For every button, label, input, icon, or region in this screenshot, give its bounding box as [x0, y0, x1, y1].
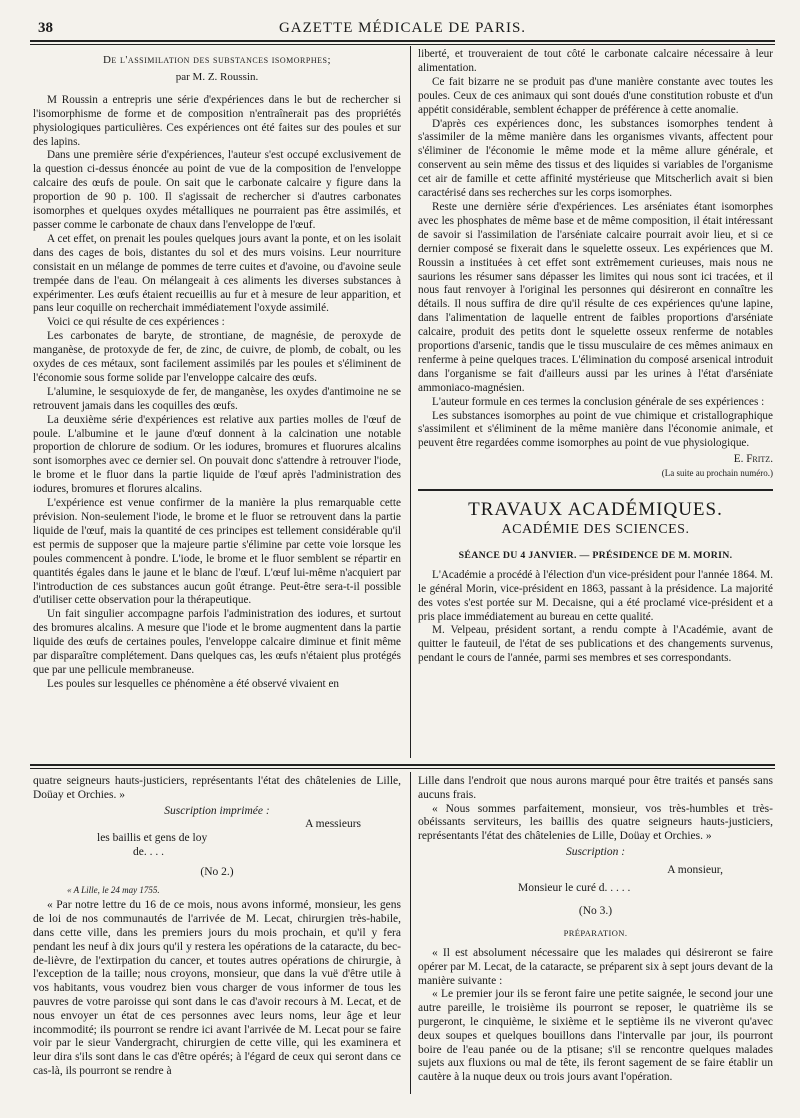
paragraph: L'auteur formule en ces termes la conclusion générale de ses expériences : [432, 395, 765, 408]
addressee-line: Monsieur le curé d. . . . . [518, 881, 631, 894]
section-separator [30, 764, 775, 766]
addressee-line: les baillis et gens de loy [97, 832, 208, 845]
header-rule [30, 40, 775, 42]
seance-heading: SÉANCE DU 4 JANVIER. — PRÉSIDENCE DE M. MORIN. [458, 549, 733, 561]
right-article [418, 48, 773, 666]
paragraph: Dans une première série d'expériences, l'auteur s'est occupé exclusivement de la question ci-dessus énoncée au point de vue de la composition de l'enveloppe calcaire des œufs de poule. On sait que le carbonate calcaire y figure dans la proportion de 90 p. 100. Il s'agissait de rechercher si d'autres carbonates isomorphes et quelques oxydes métalliques ne pourraient pas être assimilés, et passer comme le carbonate de chaux dans l'enveloppe de l'œuf. [33, 149, 401, 231]
section-subtitle: ACADÉMIE DES SCIENCES. [501, 522, 690, 537]
paragraph: Ce fait bizarre ne se produit pas d'une manière constante avec toutes les poules. Ceux de ces animaux qui sont doués d'une constitution robuste et d'un appétit considérable, semblent échapper de préférence à cette anomalie. [418, 75, 773, 116]
suscription-label: Suscription imprimée : [164, 804, 270, 817]
paragraph: Les poules sur lesquelles ce phénomène a été observé vivaient en [47, 677, 340, 690]
continuation-note: (La suite au prochain numéro.) [661, 468, 773, 479]
section-title: TRAVAUX ACADÉMIQUES. [468, 499, 723, 521]
article-author: par M. Z. Roussin. [175, 70, 259, 83]
paragraph: La deuxième série d'expériences est relative aux parties molles de l'œuf de poule. L'albumine et le jaune d'œuf donnent à la calcination une notable proportion de chlorure de sodium. Or les iodures, bromures et fluorures alcalins sont isomorphes avec ce dernier sel. On pouvait donc s'attendre à retrouver l'iode, le brome et le fluor dans la partie liquide de l'œuf après l'administration des iodures, bromures et florures alcalins. [33, 413, 401, 496]
bottom-left-text [33, 775, 401, 1079]
page-number: 38 [38, 20, 53, 36]
addressee: A messieurs [305, 818, 361, 831]
section-rule [418, 489, 773, 491]
header-rule-thin [30, 44, 775, 45]
bottom-right-text [418, 775, 773, 1085]
paragraph: M. Velpeau, président sortant, a rendu compte à l'Académie, avant de quitter le fauteuil, de l'état de ses publications et des changements survenus, pendant le cours de l'année, parmi ses membres et ses correspondants. [418, 624, 773, 665]
text-line: quatre seigneurs hauts-justiciers, représentants l'état des châtelenies de Lille, Doüay et Orchies. » [33, 775, 401, 801]
suscription-label: Suscription : [565, 845, 626, 858]
text-line: « Nous sommes parfaitement, monsieur, vos très-humbles et très-obéissants serviteurs, les baillis des quatre seigneurs hauts-justiciers, représentants l'état des châtelenies de Lille, Doüay et Orchies. » [418, 802, 773, 843]
paragraph: liberté, et trouveraient de tout côté le carbonate calcaire nécessaire à leur alimentation. [418, 48, 773, 74]
paragraph: M Roussin a entrepris une série d'expériences dans le but de rechercher si l'isomorphisme de forme et de composition n'entraînerait pas des propriétés physiologiques particulières. Ces expériences ont été faites sur des poules et sur des lapins. [33, 93, 401, 148]
journal-title: GAZETTE MÉDICALE DE PARIS. [278, 20, 527, 36]
paragraph: Les carbonates de baryte, de strontiane, de magnésie, de peroxyde de manganèse, de protoxyde de fer, de zinc, de cuivre, de plomb, de cobalt, ou les oxydes de ces métaux, sont facilement assimilés par les poules et s'éliminent de l'économie sous forme solide par l'enveloppe calcaire des œufs. [33, 330, 401, 384]
document-number: (No 3.) [578, 905, 613, 918]
paragraph: L'Académie a procédé à l'élection d'un vice-président pour l'année 1864. M. le général Morin, vice-président en 1863, passant à la présidence. La majorité des votes s'est portée sur M. Decaisne, qui a été proclamé vice-président et a pris place immédiatement au bureau en cette qualité. [418, 568, 773, 623]
paragraph: D'après ces expériences donc, les substances isomorphes tendent à s'assimiler de la même manière dans les organismes vivants, affectent pour s'éliminer de l'économie le même mode et la même allure générale, et conservent au sein même des tissus et des liquides si variables de l'organisme cet air de famille et cette affinité mystérieuse que Mitscherlich avait si bien caractérisé dans ses recherches sur les corps isomorphes. [418, 117, 773, 200]
paragraph: Reste une dernière série d'expériences. Les arséniates étant isomorphes avec les phosphates de même base et de même composition, il était intéressant de savoir si l'assimilation de l'arséniate calcaire pourrait avoir lieu, et si ce dernier composé se fixerait dans le squelette osseux. Les expériences que M. Roussin a instituées à cet effet sont extrêmement curieuses, mais nous ne saurions les résumer sans dépasser les limites qui nous sont ici tracées, et il nous faut renvoyer à l'original les personnes qui désireront en connaître les détails. Il nous suffira de dire qu'il résulte de ces expériences qu'une lapine, dans l'alimentation de laquelle entrent de faibles proportions d'arséniate calcaire, produit des petits dont le squelette osseux renferme de notables proportions d'arsenic, tandis que le tissu musculaire de ces mêmes animaux en renferme à peine quelques traces. L'élimination du composé arsenical introduit dans l'organisme se fait d'ailleurs aussi par les urines à l'état d'arséniate ammoniaco-magnésien. [418, 200, 773, 394]
article-title: De l'assimilation des substances isomorphes; [102, 54, 332, 66]
paragraph: Voici ce qui résulte de ces expériences : [47, 316, 225, 329]
text-line: Lille dans l'endroit que nous aurons marqué pour être traités et pansés sans aucuns frais. [418, 775, 773, 801]
column-divider-bottom [410, 772, 411, 1094]
place-date: « A Lille, le 24 may 1755. [67, 884, 160, 895]
page-header [30, 14, 775, 40]
left-article [33, 54, 401, 692]
document-number: (No 2.) [200, 865, 234, 878]
letter-text: « Par notre lettre du 16 de ce mois, nous avons informé, monsieur, les gens de loi de nos communautés de l'arrivée de M. Lecat, chirurgien très-habile, dans cette ville, dans les premiers jours du mois prochain, et qu'il y fera pendant les neuf à dix jours qu'il y restera les opérations de la cataracte, du bec-de-lièvre, de l'extirpation du cancer, et toutes autres opérations de chirurgie, à l'exception de la taille; nous croyons, monsieur, que dans la vuë d'être utile à vos habitants, vous voudrez bien vous charger de vous informer de tous les pauvres de votre paroisse qui sont dans le cas d'avoir recours à M. Lecat, et de nous envoyer un état de ces personnes avec leurs noms, leur âge et leur incommodité; ils pourront se rendre ici avant l'arrivée de M. Lecat pour se faire voir par le sieur Vandergracht, chirurgien de cette ville, qui les examinera et leur dira s'ils sont dans le cas d'être opérés; à l'égard de ceux qui seront dans ce cas-là, ils pourront se rendre à [33, 899, 401, 1077]
addressee: A monsieur, [667, 863, 723, 876]
paragraph: A cet effet, on prenait les poules quelques jours avant la ponte, et on les isolait dans des cages de bois, distantes du sol et des murs voisins. Leur nourriture consistait en un mélange de pommes de terre cuites et d'avoine, ou d'avoine seule trempée dans de l'eau. On mélangeait à ces aliments les diverses substances à expérimenter. Les œufs étaient recueillis au fur et à mesure de leur apparition, et pans leur coquille on recherchait immédiatement l'oxyde assimilé. [33, 232, 401, 315]
section-separator-thin [30, 768, 775, 769]
preparation-text: « Le premier jour ils se feront faire une petite saignée, le second jour une autre pareille, le troisième ils pourront se reposer, le quatrième ils se purgeront, le cinquième, le sixième et le septième ils ne viveront qu'avec deux soupes et quelques bouillons dans l'intervalle par jour, ils pourront boire de l'eau panée ou de la ptisane; s'il se rencontre quelques malades sujets aux fluxions ou mal de tête, ils feront sagement de se faire établir un cautère à la nuque deux ou trois jours avant l'opération. [418, 988, 773, 1084]
preparation-text: « Il est absolument nécessaire que les malades qui désireront se faire opérer par M. Lecat, de la cataracte, se préparent six à sept jours devant de la manière suivante : [418, 946, 773, 987]
preparation-heading: PRÉPARATION. [563, 928, 628, 939]
paragraph: L'alumine, le sesquioxyde de fer, de manganèse, les oxydes d'antimoine ne se retrouvent jamais dans les coquilles des œufs. [33, 385, 401, 412]
addressee-line: de. . . . [133, 845, 164, 858]
paragraph: Les substances isomorphes au point de vue chimique et cristallographique s'assimilent et s'éliminent de la même manière dans l'économie animale, et peuvent être regardées comme isomorphes au point de vue physiologique. [418, 409, 773, 450]
paragraph: Un fait singulier accompagne parfois l'administration des iodures, et surtout des bromures alcalins. A mesure que l'iode et le brome augmentent dans la partie liquide des œufs de certaines poules, l'enveloppe calcaire diminue et finit même par disparaître complétement. Dans quelques cas, les œufs n'étaient plus protégés que par une pellicule membraneuse. [33, 608, 401, 676]
paragraph: L'expérience est venue confirmer de la manière la plus remarquable cette prévision. Non-seulement l'iode, le brome et le fluor se retrouvent dans la partie liquide de l'œuf, mais la quantité de ces principes est tellement considérable qu'il est permis de supposer que la majeure partie s'élimine par cette voie lorsque les poules commencent à pondre. L'iode, le brome et le fluor semblent se répartir en quantités égales dans le jaune et le blanc de l'œuf. L'œuf lui-même n'acquiert par l'introduction de ces substances aucun goût étrange. Peut-être sera-t-il possible d'utiliser cette observation pour la thérapeutique. [33, 497, 401, 607]
column-divider-top [410, 46, 411, 758]
signature: E. Fritz. [733, 453, 773, 466]
